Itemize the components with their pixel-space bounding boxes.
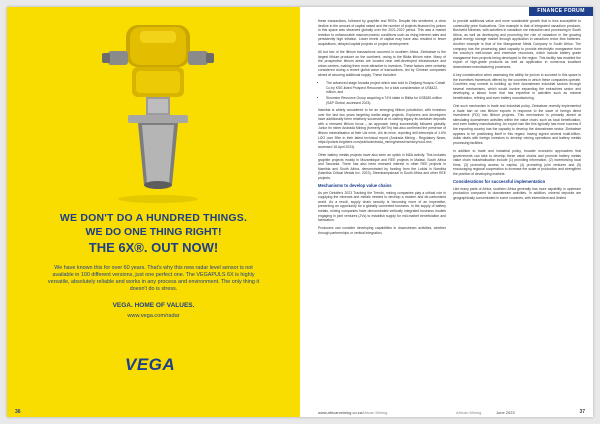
paragraph: In addition to trade and industrial policy, broader economic approaches that governments can take to develop these value chains and promote battery metals value chain industrialisation include (1) providing information, (2) incentivising local firms, (3) promoting access to capital, (4) promoting joint ventures and (5) encouraging regional cooperation to increase the scale of production and strengthen the position of developing markets.: [453, 148, 581, 176]
paragraph: these transactions, followed by graphite and REEs. Despite this sentiment, a clear decline in the amount of capital raised and the number of projects financed by juniors in this space was observed globally over the 2021-2022 period. This was a market reaction to unfavourable macroeconomic conditions such as rising interest rates and persistently high inflation. Lower levels of capital may have also resulted in fewer acquisitions, delayed capital projects or project development.: [318, 19, 446, 46]
page-footer: [7, 408, 593, 417]
vega-logo: VEGA: [125, 355, 176, 374]
advert-body: We have known this for over 60 years. That's why this new radar level sensor is not available in 100 different versions, just one perfect one. The VEGAPULS 6X is highly versatile, absolutely reliable and works in any process and environment. The only thing it doesn't do is stress.: [47, 265, 260, 292]
paragraph: Producers can consider developing capabilities in downstream activities, whether through partnerships or vertical integration,: [318, 226, 446, 235]
footer-magazine: African Mining: [456, 410, 482, 415]
advert-url[interactable]: www.vega.com/radar: [127, 313, 180, 319]
footer-publisher: African Mining: [362, 410, 388, 415]
article-column-2: [453, 19, 581, 204]
footer-left: [7, 408, 300, 417]
list-item: • The advanced-stage Arcadia project which was sold to Zhejiang Huayou Cobalt Co by KSE-listed Prospect Resources, for a total consideration of US$422-million, and: [326, 81, 446, 95]
article-page: [300, 7, 593, 417]
paragraph: One such mechanism is trade and industrial policy. Zimbabwe recently implemented a trade ban on raw lithium exports in response to the wave of foreign direct investment (FDI) into lithium projects. This mechanism is primarily aimed at stimulating downstream activities within the value chain, such as local beneficiation, and even battery manufacturing. An export ban like this typically has more success if the exporting country has the capacity to develop the downstream sector. Zimbabwe appears to be positioning itself in this regard, having signed several multi-billion-dollar deals with foreign investors to develop mining operations and battery metals processing facilities.: [453, 104, 581, 145]
advert-headline-1: WE DON'T DO A HUNDRED THINGS.: [59, 212, 248, 224]
page-number-left: 36: [15, 409, 21, 415]
footer-right: [300, 408, 593, 417]
subheading: Considerations for successful implementation: [453, 179, 546, 184]
advert-tagline: VEGA. HOME OF VALUES.: [112, 302, 195, 309]
paragraph: Like many parts of Africa, southern Africa generally has more capability in upstream production compared to downstream activities. In addition, mineral deposits are geographically concentrated in some countries, with intermittent and limited: [453, 186, 581, 200]
footer-site[interactable]: www.africanmining.co.za: [318, 410, 363, 415]
paragraph: Other battery metals projects have also seen an uptick in M&A activity. This includes graphite projects mostly in Mozambique and REE projects in Malawi, South Africa and Tanzania. There has also been renewed interest in other REE projects in Namibia and South Africa, demonstrated by funding from the Lofdal in Namibia (Namibia Critical Metals Inc. 2023), Steenkampskraal in South Africa and other REE projects.: [318, 152, 446, 180]
paragraph: A key consideration when assessing the ability for juniors to succeed in this space is the incentives framework offered by the countries in which these companies operate. Countries may commit to building up their downstream industrial sectors through several mechanisms, which would involve expanding the extractives sector and developing a labour force that has expertise in activities such as mineral beneficiation, refining and even battery manufacturing.: [453, 73, 581, 100]
paragraph: to provide additional value and more sustainable growth that is less susceptible to commodity price fluctuations. One example is that of integrated vanadium producer, Bushveld Minerals, with activities in vanadium ore extraction and processing in South Africa, as well as developing and promoting the role of vanadium in the growing global energy storage market through application in vanadium redox flow batteries. Another example is that of the Manganese Metal Company in South Africa. The company has the processing plant capacity to provide electrolytic manganese from the country's well-known and extensive resources, which include battery grade manganese from projects being developed in the region. This facility has enabled the export of high-grade products as well as application in numerous localised downstream manufacturing processes.: [453, 19, 581, 69]
magazine-spread: [7, 7, 593, 417]
advert-headline-2: WE DO ONE THING RIGHT!: [85, 226, 222, 238]
section-header: FINANCE FORUM: [529, 7, 593, 16]
footer-issue: June 2023: [496, 410, 515, 415]
bullet-list: [326, 81, 446, 105]
paragraph: All but two of the lithium transactions occurred in southern Africa. Zimbabwe is the largest lithium producer on the continent, owing to the Bikita lithium mine. Many of the prospective lithium areas are located near well-developed infrastructure and urban centres, making them more attractive to investors. These factors were certainly considered during a recent global wave of transactions, led by Chinese companies aimed at securing additional supply. These included:: [318, 50, 446, 78]
subheading: Mechanisms to develop value chains: [318, 183, 392, 188]
list-item: • Sinomine Resource Group acquiring a 74% stake in Bikita for US$180-million (S&P Global, accessed 2023).: [326, 96, 446, 105]
advert-headline-3: THE 6X®. OUT NOW!: [88, 240, 219, 255]
page-number-right: 37: [579, 409, 585, 415]
advert-page: [7, 7, 300, 417]
paragraph: As per Deloitte's 2023 Tracking the Trends, mining companies play a critical role in supplying the minerals and metals needed to develop a modern and de-carbonised world. As a result, supply chain security is becoming more of an imperative, presenting an opportunity for a globally connected business. In the supply of battery metals, mining companies have demonstrated vertically integrated business models engaging in joint ventures (JVs) to establish supply for mid-market beneficiation and fabrication.: [318, 190, 446, 223]
paragraph: Namibia is widely considered to be an emerging lithium jurisdiction, with investors over the last two years targeting earlier-stage projects. Explorers and developers have additionally been relatively successful at re-visiting legacy tin-tantalum deposits with a renewed lithium focus – an approach being successfully followed globally. Junior tin miner Andrada Mining (formerly AfriTin) has also confirmed the presence of lithium mineralisation at their Uis mine, Uis tin mine, reporting drill intercepts of 1.6% Li2O over 59m in their latest technical report (Andrada Mining - Regulatory News, https://polaris.brighterir.com/public/andrada_mining/news/rns/story/xoo1rmx, accessed 18 April 2023).: [318, 108, 446, 149]
article-column-1: [318, 19, 446, 239]
radar-sensor-image: [98, 15, 218, 205]
